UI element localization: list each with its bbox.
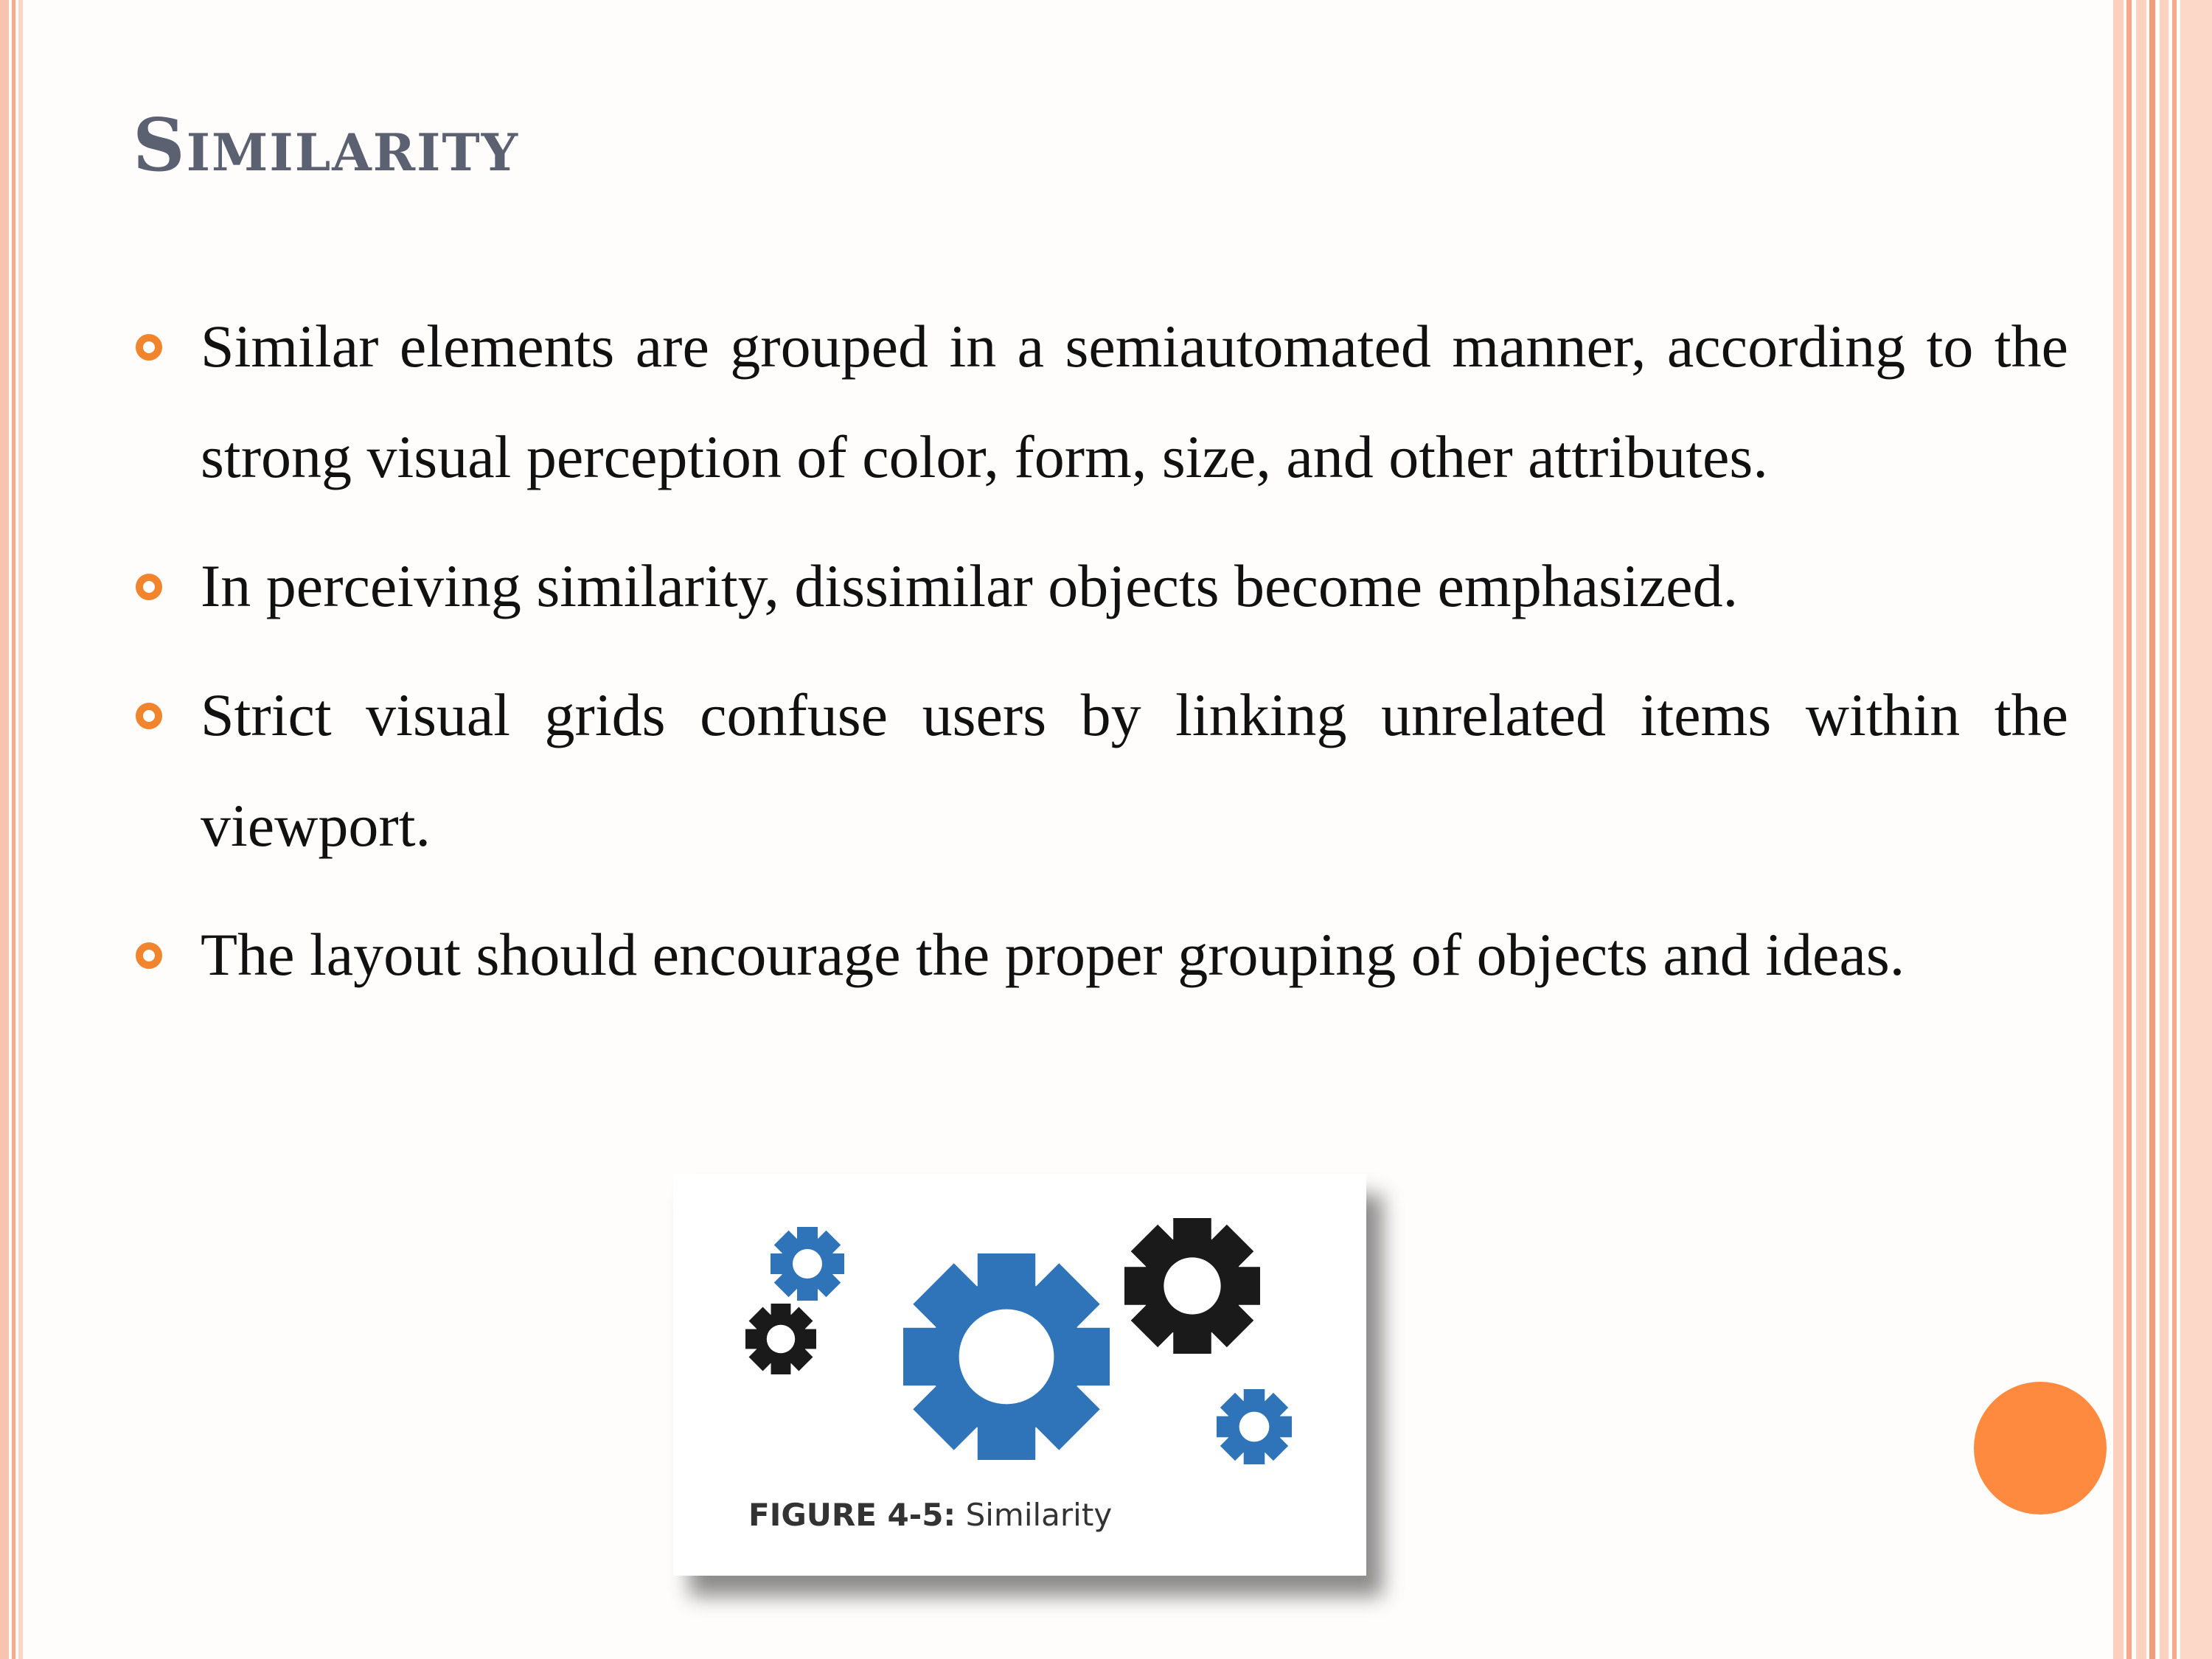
bullet-icon (136, 703, 162, 729)
right-border-stripe (2149, 0, 2155, 1659)
gear-icon (745, 1304, 816, 1374)
left-border-stripe (18, 0, 23, 1659)
slide-title: Similarity (133, 103, 519, 188)
left-border-stripe (0, 0, 9, 1659)
bullet-list (133, 291, 2068, 1029)
bullet-text: Similar elements are grouped in a semiautomated manner, according to the strong visual perception of color, form, size, and other attributes. (201, 313, 2068, 490)
bullet-text: The layout should encourage the proper grouping of objects and ideas. (201, 921, 1905, 988)
figure-caption-label: FIGURE 4-5: (748, 1497, 956, 1533)
similarity-figure (673, 1174, 1366, 1576)
figure-caption (748, 1497, 1112, 1533)
right-border-stripe (2172, 0, 2177, 1659)
bullet-text: In perceiving similarity, dissimilar objects become emphasized. (201, 552, 1739, 619)
bullet-text: Strict visual grids confuse users by linking unrelated items within the viewport. (201, 681, 2068, 859)
bullet-icon (136, 334, 162, 361)
bullet-item (133, 660, 2068, 881)
bullet-icon (136, 942, 162, 969)
bullet-item (133, 531, 2068, 641)
bullet-icon (136, 574, 162, 600)
bullet-item (133, 900, 2068, 1010)
gear-icon (1217, 1389, 1292, 1464)
right-border-stripe (2180, 0, 2212, 1659)
gear-icon (771, 1227, 844, 1301)
figure-caption-text: Similarity (965, 1497, 1113, 1533)
right-border-stripe (2160, 0, 2168, 1659)
right-border-stripe (2136, 0, 2146, 1659)
bullet-item (133, 291, 2068, 512)
right-border-stripe (2113, 0, 2124, 1659)
left-border-stripe (12, 0, 15, 1659)
gear-icon (1124, 1218, 1260, 1354)
gear-icon (903, 1253, 1110, 1460)
right-border-stripe (2126, 0, 2132, 1659)
decorative-orange-circle (1974, 1382, 2107, 1514)
